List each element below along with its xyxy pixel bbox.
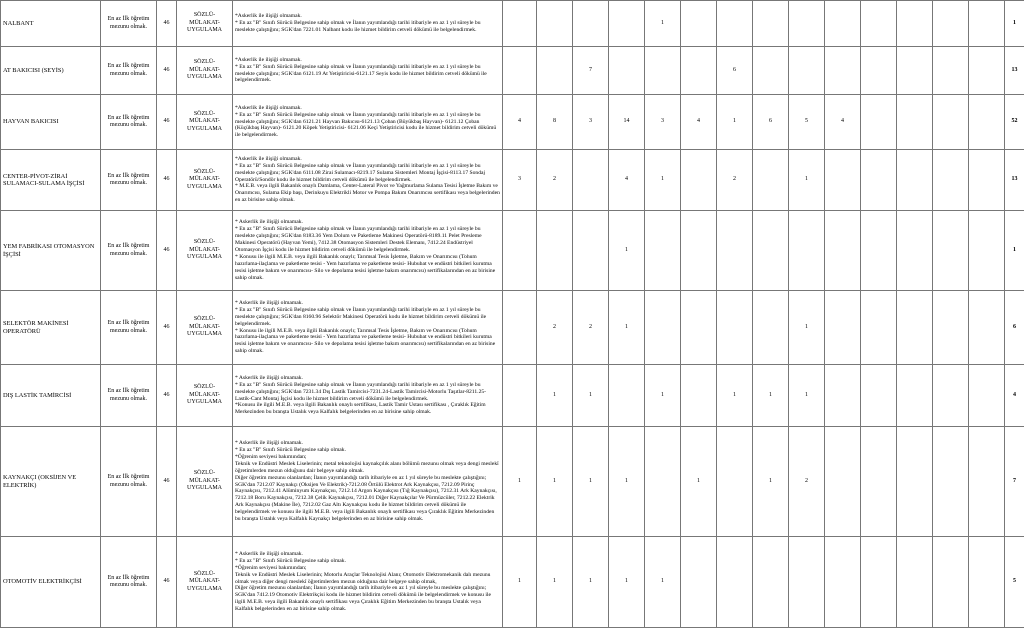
quota-cell <box>933 211 969 291</box>
conditions-text: * Askerlik ile ilişiği olmamak. * En az "B" Sınıfı Sürücü Belgesine sahip olmak ve İlanın yayımlandığı tarihi itibariyle en az 1 yıl süreyle bu meslekte çalıştığını; SGK'dan 8183.36 Yem Dolum ve Paketleme Makinesi Operatörü-8189.11 Pelet Presleme Makinesi Operatörü (Hayvan Yemi), 7412.38 Otomasyon Sistemleri Destek Elemanı, 7412.24 Endüstriyel Otomasyon İşçisi kodu ile hizmet bildirim cetveli dökümü ile belgelendirmek. * Konusu ile ilgili M.E.B. veya ilgili Bakanlık onaylı; Tarımsal Tesis İşletme, Bakım ve Onarımcısı (Tohum hazırlama-ilaçlama ve paketleme tesisi - Yem hazırlama ve paketleme tesisi- Hububat ve endüstri bitkileri kurutma tesisi işletme bakım ve onarımcısı- Silo ve depolama tesisi işletme bakım onarımcısı) sertifikalarından en az birisine sahip olmak. <box>233 211 503 291</box>
quota-cell: 2 <box>573 291 609 365</box>
education-requirement: En az İlk öğretim mezunu olmak. <box>101 1 157 47</box>
quota-cell: 3 <box>573 95 609 150</box>
total-cell: 1 <box>1005 211 1024 291</box>
quota-cell: 4 <box>503 95 537 150</box>
quota-cell <box>969 291 1005 365</box>
education-requirement: En az İlk öğretim mezunu olmak. <box>101 427 157 537</box>
table-row <box>1 95 1024 150</box>
quota-cell: 1 <box>537 365 573 427</box>
quota-cell: 8 <box>537 95 573 150</box>
conditions-text: *Askerlik ile ilişiği olmamak. * En az "B" Sınıfı Sürücü Belgesine sahip olmak ve İlanın yayımlandığı tarihi itibariyle en az 1 yıl süreyle bu meslekte çalıştığını; SGK'dan 6121.21 Hayvan Bakıcısı-6121.13 Çoban (Büyükbaş Hayvan)- 6121.12 Çoban (Küçükbaş Hayvan)- 6121.20 Köpek Yetiştiricisi- 6121.06 Keçi Yetiştiricisi kodu ile hizmet bildirim cetveli dökümü ile belgelendirmek. <box>233 95 503 150</box>
quota-cell <box>969 211 1005 291</box>
quota-cell <box>861 1 897 47</box>
quota-cell <box>681 365 717 427</box>
table-row <box>1 537 1024 628</box>
position-title: CENTER-PİVOT-ZİRAİ SULAMACI-SULAMA İŞÇİSİ <box>1 150 101 211</box>
total-cell: 7 <box>1005 427 1024 537</box>
quota-cell: 1 <box>681 427 717 537</box>
quota-cell: 3 <box>645 95 681 150</box>
position-title: SELEKTÖR MAKİNESİ OPERATÖRÜ <box>1 291 101 365</box>
quota-cell <box>753 150 789 211</box>
quota-cell: 1 <box>609 427 645 537</box>
quota-cell <box>753 47 789 95</box>
conditions-text: * Askerlik ile ilişiği olmamak. * En az "B" Sınıfı Sürücü Belgesine sahip olmak. *Öğrenim seviyesi bakımından; Teknik ve Endüstri Meslek Liselerinin; Motorlu Araçlar Teknolojisi Alanı; Otomotiv Elektromekanik dalı mezunu olmak veya diğer dengi meslekî öğretimlerden mezun olduğuna dair belgeye sahip olmak, Diğer öğretim mezunu olanlardan; İlanın yayımlandığı tarih itibariyle en az 1 yıl süreyle bu meslekte çalıştığını; SGK'dan 7412.19 Otomotiv Elektrikçisi kodu ile hizmet bildirim cetveli dökümü ile belgelendirmek ve konusu ile ilgili M.E.B. veya ilgili Bakanlık onaylı sertifikası veya Çıraklık Eğitim Merkezinden bu branşta Ustalık veya Kalfalık belgelerinden en az birisine sahip olmak. <box>233 537 503 628</box>
conditions-text: *Askerlik ile ilişiği olmamak. * En az "B" Sınıfı Sürücü Belgesine sahip olmak ve İlanın yayımlandığı tarihi itibariyle en az 1 yıl süreyle bu meslekte çalıştığını; SGK'dan 6121.19 At Yetiştiricisi-6121.17 Seyis kodu ile hizmet bildirim cetveli dökümü ile belgelendirmek. <box>233 47 503 95</box>
quota-cell <box>645 427 681 537</box>
quota-cell <box>933 95 969 150</box>
quota-cell <box>861 427 897 537</box>
quota-cell <box>933 365 969 427</box>
total-cell: 4 <box>1005 365 1024 427</box>
total-cell: 6 <box>1005 291 1024 365</box>
position-title: KAYNAKÇI (OKSİJEN VE ELEKTRİK) <box>1 427 101 537</box>
quota-cell: 1 <box>717 365 753 427</box>
quota-cell: 1 <box>537 427 573 537</box>
conditions-text: *Askerlik ile ilişiği olmamak. * En az "B" Sınıfı Sürücü Belgesine sahip olmak ve İlanın yayımlandığı tarihi itibariyle en az 1 yıl süreyle bu meslekte çalıştığını; SGK'dan 7221.01 Nalbant kodu ile hizmet bildirim cetveli dökümü ile belgelendirmek. <box>233 1 503 47</box>
quota-cell: 2 <box>717 150 753 211</box>
quota-cell <box>645 211 681 291</box>
quota-cell: 1 <box>573 537 609 628</box>
quota-cell <box>825 291 861 365</box>
quota-cell: 1 <box>537 537 573 628</box>
education-requirement: En az İlk öğretim mezunu olmak. <box>101 537 157 628</box>
age-limit: 46 <box>157 365 177 427</box>
quota-cell <box>825 150 861 211</box>
total-cell: 13 <box>1005 47 1024 95</box>
position-title: AT BAKICISI (SEYİS) <box>1 47 101 95</box>
quota-cell: 1 <box>717 95 753 150</box>
conditions-text: * Askerlik ile ilişiği olmamak. * En az "B" Sınıfı Sürücü Belgesine sahip olmak ve İlanın yayımlandığı tarihi itibariyle en az 1 yıl süreyle bu meslekte çalıştığını; SGK'dan 7231.34 Dış Lastik Tamircisi-7231.24-Lastik Tamircisi-Motorlu Taşıtlar-8211.25-Lastik-Cant Montaj İşçisi kodu ile hizmet bildirim cetveli dökümü ile belgelendirmek. *Konusu ile ilgili M.E.B. veya ilgili Bakanlık onaylı sertifikası, Lastik Tamir Ustası sertifikası , Çıraklık Eğitim Merkezinden bu branşta Ustalık veya Kalfalık belgelerinden en az birisine sahip olmak. <box>233 365 503 427</box>
table-row <box>1 47 1024 95</box>
age-limit: 46 <box>157 291 177 365</box>
quota-cell: 1 <box>609 291 645 365</box>
quota-cell: 6 <box>753 95 789 150</box>
quota-cell: 1 <box>645 537 681 628</box>
quota-cell <box>861 150 897 211</box>
quota-cell <box>825 1 861 47</box>
quota-cell <box>645 291 681 365</box>
quota-cell <box>933 291 969 365</box>
exam-type: SÖZLÜ-MÜLAKAT-UYGULAMA <box>177 95 233 150</box>
quota-cell <box>681 150 717 211</box>
quota-cell: 14 <box>609 95 645 150</box>
quota-cell: 1 <box>609 537 645 628</box>
quota-cell: 1 <box>789 291 825 365</box>
table-row <box>1 427 1024 537</box>
position-title: HAYVAN BAKICISI <box>1 95 101 150</box>
quota-cell <box>717 291 753 365</box>
quota-cell <box>933 427 969 537</box>
quota-cell <box>897 150 933 211</box>
quota-cell: 1 <box>789 150 825 211</box>
quota-cell <box>861 211 897 291</box>
quota-cell <box>969 537 1005 628</box>
quota-cell <box>753 537 789 628</box>
quota-cell <box>969 427 1005 537</box>
quota-cell: 2 <box>537 150 573 211</box>
quota-cell: 1 <box>503 427 537 537</box>
age-limit: 46 <box>157 211 177 291</box>
education-requirement: En az İlk öğretim mezunu olmak. <box>101 150 157 211</box>
quota-cell: 1 <box>645 150 681 211</box>
quota-cell <box>861 47 897 95</box>
quota-cell <box>645 47 681 95</box>
total-cell: 52 <box>1005 95 1024 150</box>
education-requirement: En az İlk öğretim mezunu olmak. <box>101 47 157 95</box>
quota-cell <box>969 365 1005 427</box>
position-title: DIŞ LASTİK TAMİRCİSİ <box>1 365 101 427</box>
age-limit: 46 <box>157 150 177 211</box>
quota-cell <box>717 211 753 291</box>
exam-type: SÖZLÜ-MÜLAKAT-UYGULAMA <box>177 211 233 291</box>
quota-cell: 4 <box>681 95 717 150</box>
quota-cell <box>681 211 717 291</box>
quota-cell <box>897 291 933 365</box>
quota-cell <box>825 211 861 291</box>
quota-cell <box>503 291 537 365</box>
quota-cell <box>933 47 969 95</box>
table-row <box>1 291 1024 365</box>
quota-cell <box>753 211 789 291</box>
quota-cell <box>933 537 969 628</box>
quota-cell: 1 <box>503 537 537 628</box>
quota-cell <box>789 47 825 95</box>
position-title: OTOMOTİV ELEKTRİKÇİSİ <box>1 537 101 628</box>
total-cell: 5 <box>1005 537 1024 628</box>
age-limit: 46 <box>157 427 177 537</box>
education-requirement: En az İlk öğretim mezunu olmak. <box>101 211 157 291</box>
quota-cell <box>537 1 573 47</box>
exam-type: SÖZLÜ-MÜLAKAT-UYGULAMA <box>177 150 233 211</box>
quota-cell: 5 <box>789 95 825 150</box>
quota-cell <box>573 150 609 211</box>
quota-cell <box>789 1 825 47</box>
quota-cell: 4 <box>825 95 861 150</box>
quota-cell <box>897 211 933 291</box>
exam-type: SÖZLÜ-MÜLAKAT-UYGULAMA <box>177 537 233 628</box>
age-limit: 46 <box>157 95 177 150</box>
conditions-text: *Askerlik ile ilişiği olmamak. * En az "B" Sınıfı Sürücü Belgesine sahip olmak ve İlanın yayımlandığı tarihi itibariyle en az 1 yıl süreyle bu meslekte çalıştığını; SGK'dan 6111.08 Zirai Sulamacı-8219.17 Sulama Sistemleri Montaj İşçisi-8113.17 Sondaj Operatörü/Sondör kodu ile hizmet bildirim cetveli dökümü ile belgelendirmek. * M.E.B. veya ilgili Bakanlık onaylı Damlama, Center-Lateral Pivot ve Yağmurlama Sulama Tesisi İşletme Bakım ve Onarımcısı, Sulama Ekip başı, Derinkuyu Elektrikli Motor ve Pompa Bakım Onarımcısı sertifikası veya belgelerinden en az birisine sahip olmak. <box>233 150 503 211</box>
table-row <box>1 1 1024 47</box>
total-cell: 13 <box>1005 150 1024 211</box>
quota-cell <box>503 47 537 95</box>
exam-type: SÖZLÜ-MÜLAKAT-UYGULAMA <box>177 291 233 365</box>
quota-cell: 2 <box>789 427 825 537</box>
quota-cell <box>537 211 573 291</box>
quota-cell <box>753 1 789 47</box>
position-title: YEM FABRİKASI OTOMASYON İŞÇİSİ <box>1 211 101 291</box>
quota-cell <box>717 427 753 537</box>
quota-cell <box>897 1 933 47</box>
position-title: NALBANT <box>1 1 101 47</box>
quota-cell <box>537 47 573 95</box>
quota-cell <box>897 95 933 150</box>
quota-cell <box>503 365 537 427</box>
quota-cell: 4 <box>609 150 645 211</box>
total-cell: 1 <box>1005 1 1024 47</box>
quota-cell <box>789 537 825 628</box>
quota-cell: 1 <box>789 365 825 427</box>
quota-cell: 3 <box>503 150 537 211</box>
quota-cell <box>969 1 1005 47</box>
quota-cell: 1 <box>609 211 645 291</box>
age-limit: 46 <box>157 47 177 95</box>
quota-cell <box>573 1 609 47</box>
quota-cell <box>681 47 717 95</box>
quota-cell <box>969 150 1005 211</box>
quota-cell: 1 <box>573 365 609 427</box>
table-row <box>1 211 1024 291</box>
conditions-text: * Askerlik ile ilişiği olmamak. * En az "B" Sınıfı Sürücü Belgesine sahip olmak. *Öğrenim seviyesi bakımından; Teknik ve Endüstri Meslek Liselerinin; metal teknolojisi kaynakçılık alanı bölümü mezunu olmak veya dengi meslekî öğretimlerden mezun olduğunu dair belgeye sahip olmak. Diğer öğretim mezunu olanlardan; İlanın yayımlandığı tarih itibariyle en az 1 yıl süreyle bu meslekte çalıştığını; SGK'dan 7212.07 Kaynakçı (Oksijen Ve Elektrik)-7212.08 Örtülü Elektrot Ark Kaynakçısı, 7212.09 Pirinç Kaynakçısı, 7212.41 Alüminyum Kaynakçısı, 7212.14 Argon Kaynakçısı (Tığ Kaynakçısı), 7212.31 Ark Kaynakçısı, 7212.18 Boru Kaynakçısı, 7212.38 Çelik Kaynakçısı, 7212.01 Diğer Kaynakçılar Ve Pürmüzcüler, 7212.22 Elektrik Ark Kaynakçısı (Makine İle), 7212.02 Gaz Altı Kaynakçısı kodu ile hizmet bildirim cetveli dökümü ile belgelendirmek ve konusu ile ilgili M.E.B. veya ilgili Bakanlık onaylı sertifikası veya Çıraklık Eğitim Merkezinden bu branşta Ustalık veya Kalfalık Kaynakçı belgelerinden en az birisine sahip olmak. <box>233 427 503 537</box>
quota-cell: 6 <box>717 47 753 95</box>
quota-cell <box>825 47 861 95</box>
quota-cell <box>681 291 717 365</box>
quota-cell <box>897 47 933 95</box>
quota-cell <box>753 291 789 365</box>
quota-cell <box>897 537 933 628</box>
quota-cell <box>825 365 861 427</box>
quota-cell <box>717 1 753 47</box>
quota-cell <box>717 537 753 628</box>
quota-cell <box>861 95 897 150</box>
quota-cell <box>897 427 933 537</box>
conditions-text: * Askerlik ile ilişiği olmamak. * En az "B" Sınıfı Sürücü Belgesine sahip olmak ve İlanın yayımlandığı tarihi itibariyle en az 1 yıl süreyle bu meslekte çalıştığını; SGK'dan 8160.96 Selektör Makinesi Operatörü kodu ile hizmet bildirim cetveli dökümü ile belgelendirmek. * Konusu ile ilgili M.E.B. veya ilgili Bakanlık onaylı; Tarımsal Tesis İşletme, Bakım ve Onarımcısı (Tohum hazırlama-ilaçlama ve paketleme tesisi - Yem hazırlama ve paketleme tesisi- Hububat ve endüstri bitkileri kurutma tesisi işletme bakım ve onarımcısı- Silo ve depolama tesisi işletme bakım onarımcısı) sertifikalarından en az birisine sahip olmak. <box>233 291 503 365</box>
quota-cell: 1 <box>753 427 789 537</box>
table-row <box>1 150 1024 211</box>
quota-cell: 1 <box>645 1 681 47</box>
exam-type: SÖZLÜ-MÜLAKAT-UYGULAMA <box>177 427 233 537</box>
quota-cell <box>503 211 537 291</box>
quota-cell: 7 <box>573 47 609 95</box>
quota-cell <box>861 537 897 628</box>
quota-cell <box>825 537 861 628</box>
quota-cell <box>609 1 645 47</box>
exam-type: SÖZLÜ-MÜLAKAT-UYGULAMA <box>177 47 233 95</box>
exam-type: SÖZLÜ-MÜLAKAT-UYGULAMA <box>177 365 233 427</box>
quota-cell <box>897 365 933 427</box>
quota-cell <box>861 291 897 365</box>
education-requirement: En az İlk öğretim mezunu olmak. <box>101 291 157 365</box>
quota-cell <box>609 47 645 95</box>
quota-cell <box>969 47 1005 95</box>
quota-cell <box>609 365 645 427</box>
quota-cell <box>933 1 969 47</box>
age-limit: 46 <box>157 1 177 47</box>
quota-cell <box>681 537 717 628</box>
quota-cell <box>681 1 717 47</box>
table-row <box>1 365 1024 427</box>
age-limit: 46 <box>157 537 177 628</box>
quota-cell <box>573 211 609 291</box>
quota-cell <box>933 150 969 211</box>
quota-cell: 2 <box>537 291 573 365</box>
education-requirement: En az İlk öğretim mezunu olmak. <box>101 365 157 427</box>
quota-cell <box>969 95 1005 150</box>
exam-type: SÖZLÜ-MÜLAKAT-UYGULAMA <box>177 1 233 47</box>
quota-cell: 1 <box>573 427 609 537</box>
quota-cell <box>825 427 861 537</box>
quota-cell <box>503 1 537 47</box>
education-requirement: En az İlk öğretim mezunu olmak. <box>101 95 157 150</box>
quota-cell <box>789 211 825 291</box>
quota-cell: 1 <box>645 365 681 427</box>
quota-cell <box>861 365 897 427</box>
quota-cell: 1 <box>753 365 789 427</box>
